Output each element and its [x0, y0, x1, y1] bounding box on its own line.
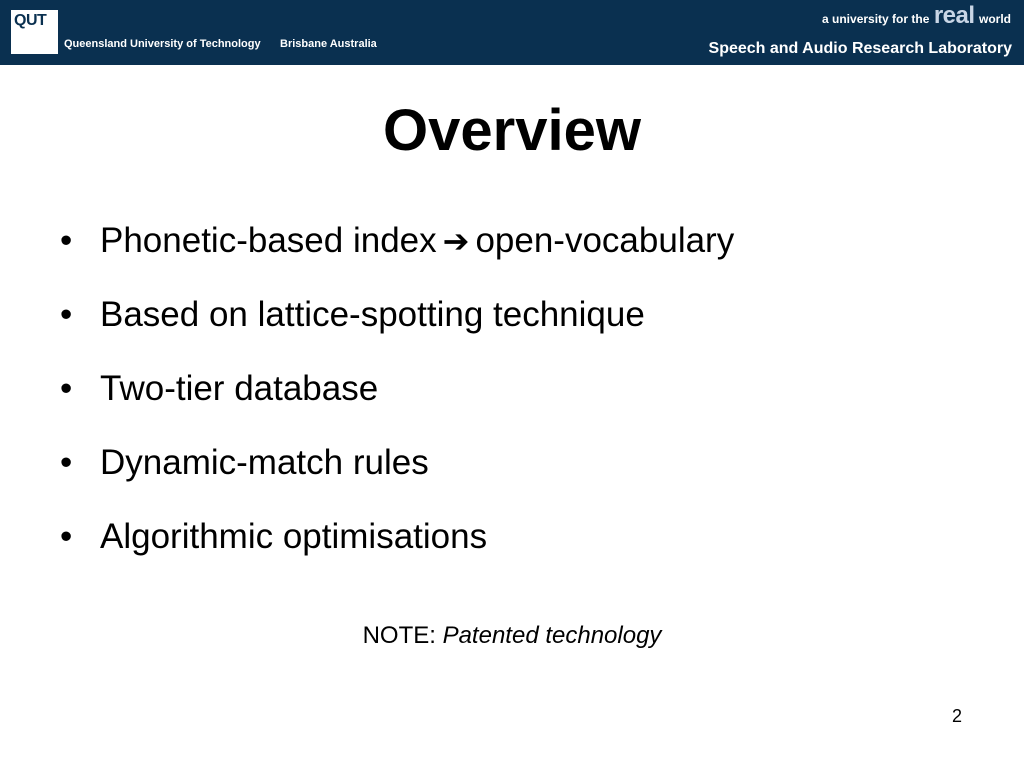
- tagline-suffix: world: [979, 12, 1011, 26]
- qut-logo: [11, 10, 58, 54]
- bullet-item: [60, 366, 734, 440]
- slide-note: [0, 620, 1024, 652]
- tagline-prefix: a university for the: [822, 12, 930, 26]
- bullet-list: [60, 218, 734, 588]
- bullet-item: [60, 514, 734, 588]
- bullet-item: [60, 440, 734, 514]
- slide-header-banner: [0, 0, 1024, 65]
- right-arrow-icon: ➔: [442, 223, 470, 259]
- page-number: 2: [951, 706, 962, 726]
- bullet-text: Based on lattice-spotting technique: [100, 295, 645, 334]
- bullet-text: Two-tier database: [100, 369, 379, 408]
- bullet-item: [60, 218, 734, 292]
- bullet-text: Dynamic-match rules: [100, 443, 429, 482]
- bullet-item: [60, 292, 734, 366]
- university-tagline: [822, 2, 1011, 30]
- note-label: NOTE:: [362, 622, 436, 649]
- lab-name: Speech and Audio Research Laboratory: [708, 40, 1012, 57]
- slide-title: Overview: [383, 98, 641, 163]
- tagline-real: real: [933, 2, 975, 29]
- qut-logo-text: QUT: [14, 12, 47, 29]
- university-name: Queensland University of Technology: [64, 38, 261, 50]
- note-text: Patented technology: [442, 622, 662, 649]
- bullet-text: Algorithmic optimisations: [100, 517, 488, 556]
- university-location: Brisbane Australia: [280, 38, 377, 50]
- bullet-text: open-vocabulary: [475, 221, 735, 260]
- bullet-text: Phonetic-based index: [100, 221, 437, 260]
